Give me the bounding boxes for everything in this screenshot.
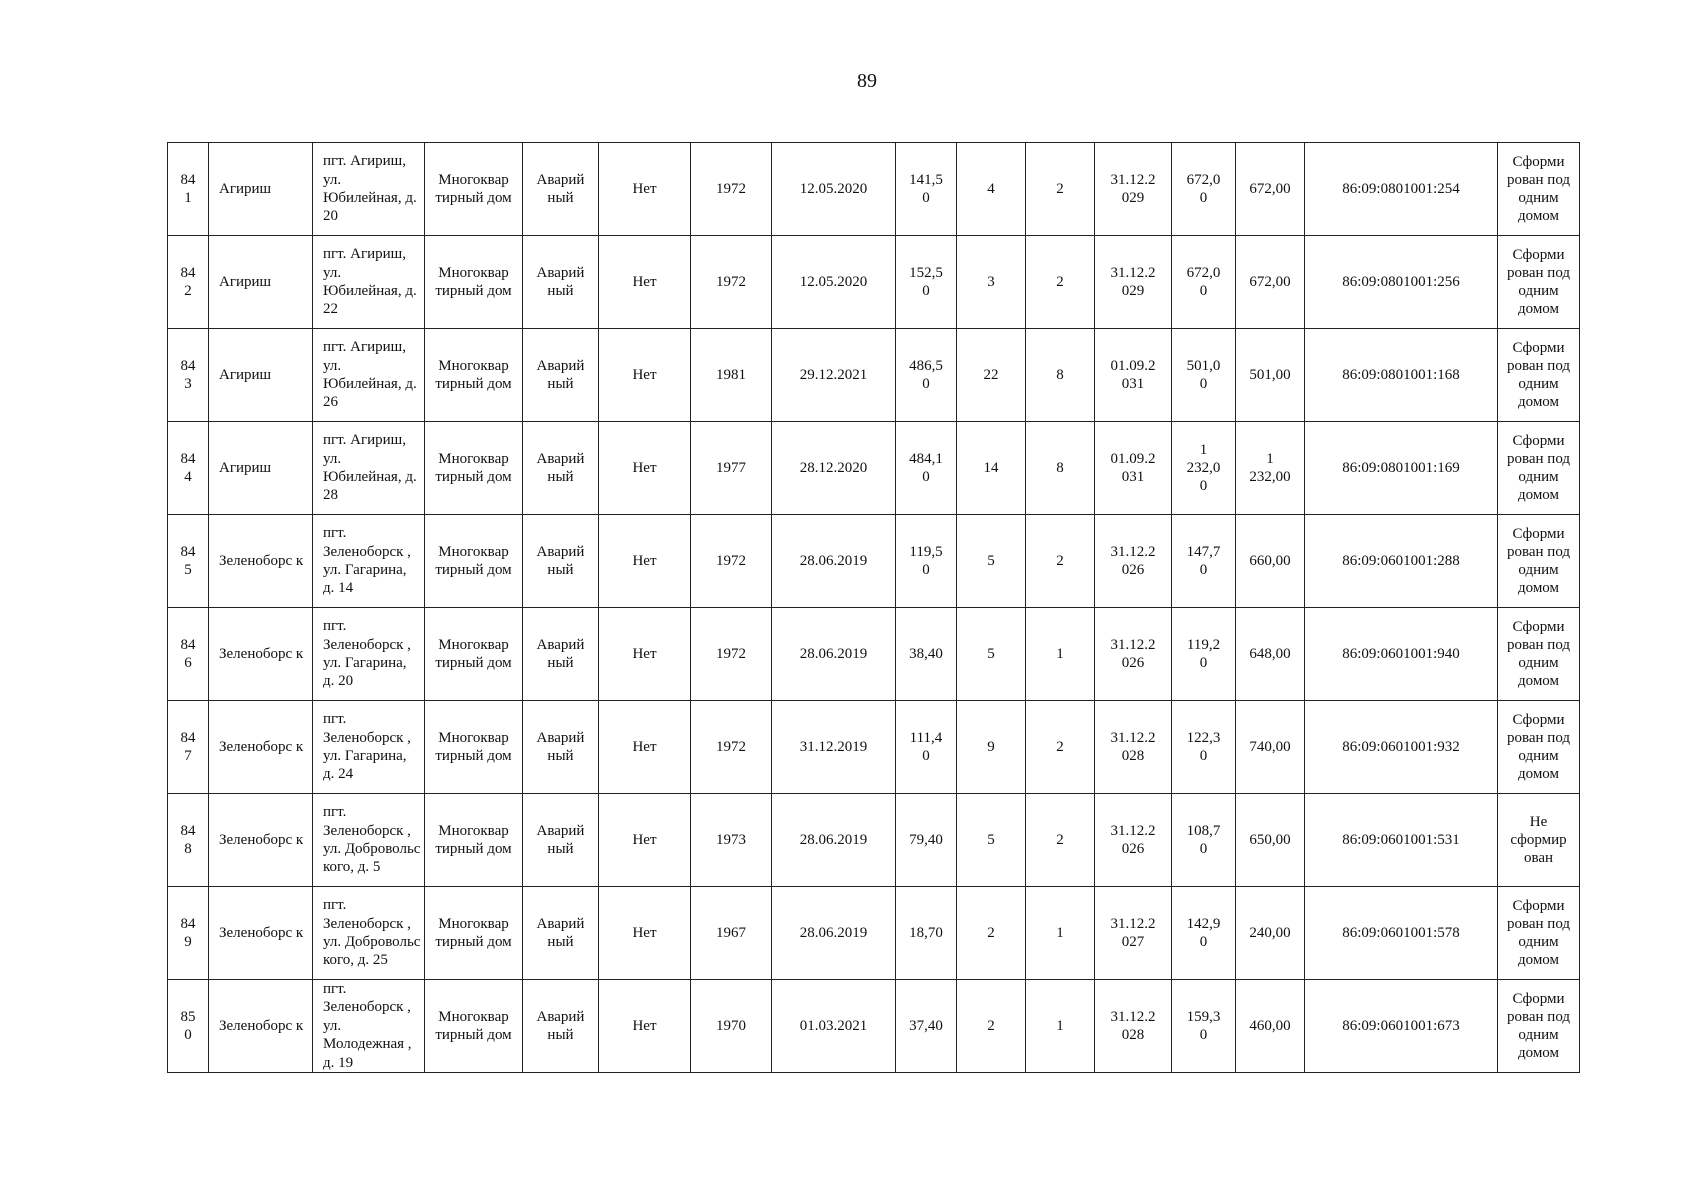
area-cell: 486,5 0 bbox=[896, 329, 957, 422]
settlement-cell: Зеленоборс к bbox=[209, 608, 313, 701]
premises-count-cell: 2 bbox=[1026, 701, 1095, 794]
land-area-total-cell: 240,00 bbox=[1236, 887, 1305, 980]
land-plot-status-cell: Сформи рован под одним домом bbox=[1498, 701, 1580, 794]
settlement-cell: Зеленоборс к bbox=[209, 701, 313, 794]
land-area-total-cell: 460,00 bbox=[1236, 980, 1305, 1073]
recognition-date-cell: 12.05.2020 bbox=[772, 143, 896, 236]
residents-count-cell: 2 bbox=[957, 887, 1026, 980]
recognition-date-cell: 28.06.2019 bbox=[772, 887, 896, 980]
land-area-total-cell: 740,00 bbox=[1236, 701, 1305, 794]
recognition-date-cell: 29.12.2021 bbox=[772, 329, 896, 422]
recognition-date-cell: 28.06.2019 bbox=[772, 608, 896, 701]
land-area-cell: 672,0 0 bbox=[1172, 143, 1236, 236]
build-year-cell: 1977 bbox=[691, 422, 772, 515]
settlement-cell: Агириш bbox=[209, 143, 313, 236]
resettlement-deadline-cell: 01.09.2 031 bbox=[1095, 422, 1172, 515]
premises-count-cell: 1 bbox=[1026, 608, 1095, 701]
land-area-total-cell: 660,00 bbox=[1236, 515, 1305, 608]
recognition-date-cell: 28.06.2019 bbox=[772, 515, 896, 608]
condition-status-cell: Аварий ный bbox=[523, 236, 599, 329]
cadastral-number-cell: 86:09:0601001:531 bbox=[1305, 794, 1498, 887]
land-area-total-cell: 501,00 bbox=[1236, 329, 1305, 422]
residents-count-cell: 22 bbox=[957, 329, 1026, 422]
recognition-date-cell: 31.12.2019 bbox=[772, 701, 896, 794]
building-type-cell: Многоквар тирный дом bbox=[425, 887, 523, 980]
area-cell: 38,40 bbox=[896, 608, 957, 701]
table-row bbox=[168, 236, 1580, 329]
area-cell: 141,5 0 bbox=[896, 143, 957, 236]
premises-count-cell: 2 bbox=[1026, 515, 1095, 608]
cadastral-number-cell: 86:09:0601001:288 bbox=[1305, 515, 1498, 608]
build-year-cell: 1972 bbox=[691, 515, 772, 608]
table-row bbox=[168, 329, 1580, 422]
building-type-cell: Многоквар тирный дом bbox=[425, 143, 523, 236]
building-type-cell: Многоквар тирный дом bbox=[425, 329, 523, 422]
residents-count-cell: 3 bbox=[957, 236, 1026, 329]
residents-count-cell: 5 bbox=[957, 608, 1026, 701]
flag-cell: Нет bbox=[599, 422, 691, 515]
land-plot-status-cell: Не сформир ован bbox=[1498, 794, 1580, 887]
building-type-cell: Многоквар тирный дом bbox=[425, 236, 523, 329]
build-year-cell: 1967 bbox=[691, 887, 772, 980]
condition-status-cell: Аварий ный bbox=[523, 794, 599, 887]
land-plot-status-cell: Сформи рован под одним домом bbox=[1498, 515, 1580, 608]
resettlement-deadline-cell: 31.12.2 026 bbox=[1095, 608, 1172, 701]
building-type-cell: Многоквар тирный дом bbox=[425, 515, 523, 608]
cadastral-number-cell: 86:09:0601001:932 bbox=[1305, 701, 1498, 794]
settlement-cell: Агириш bbox=[209, 422, 313, 515]
build-year-cell: 1981 bbox=[691, 329, 772, 422]
flag-cell: Нет bbox=[599, 236, 691, 329]
area-cell: 79,40 bbox=[896, 794, 957, 887]
land-area-cell: 159,3 0 bbox=[1172, 980, 1236, 1073]
flag-cell: Нет bbox=[599, 980, 691, 1073]
table-row bbox=[168, 608, 1580, 701]
recognition-date-cell: 28.06.2019 bbox=[772, 794, 896, 887]
table-row bbox=[168, 143, 1580, 236]
address-cell: пгт. Зеленоборск , ул. Гагарина, д. 14 bbox=[313, 515, 425, 608]
residents-count-cell: 5 bbox=[957, 515, 1026, 608]
building-type-cell: Многоквар тирный дом bbox=[425, 422, 523, 515]
recognition-date-cell: 28.12.2020 bbox=[772, 422, 896, 515]
page-number: 89 bbox=[857, 70, 877, 92]
row-number-cell: 84 4 bbox=[168, 422, 209, 515]
land-area-cell: 501,0 0 bbox=[1172, 329, 1236, 422]
condition-status-cell: Аварий ный bbox=[523, 143, 599, 236]
area-cell: 111,4 0 bbox=[896, 701, 957, 794]
table-row bbox=[168, 701, 1580, 794]
cadastral-number-cell: 86:09:0601001:578 bbox=[1305, 887, 1498, 980]
premises-count-cell: 2 bbox=[1026, 143, 1095, 236]
area-cell: 119,5 0 bbox=[896, 515, 957, 608]
address-cell: пгт. Агириш, ул. Юбилейная, д. 22 bbox=[313, 236, 425, 329]
row-number-cell: 85 0 bbox=[168, 980, 209, 1073]
area-cell: 152,5 0 bbox=[896, 236, 957, 329]
build-year-cell: 1972 bbox=[691, 143, 772, 236]
land-plot-status-cell: Сформи рован под одним домом bbox=[1498, 608, 1580, 701]
flag-cell: Нет bbox=[599, 143, 691, 236]
cadastral-number-cell: 86:09:0601001:940 bbox=[1305, 608, 1498, 701]
land-plot-status-cell: Сформи рован под одним домом bbox=[1498, 143, 1580, 236]
condition-status-cell: Аварий ный bbox=[523, 515, 599, 608]
resettlement-deadline-cell: 31.12.2 029 bbox=[1095, 236, 1172, 329]
table-row bbox=[168, 422, 1580, 515]
resettlement-deadline-cell: 31.12.2 026 bbox=[1095, 515, 1172, 608]
land-plot-status-cell: Сформи рован под одним домом bbox=[1498, 980, 1580, 1073]
cadastral-number-cell: 86:09:0801001:169 bbox=[1305, 422, 1498, 515]
build-year-cell: 1970 bbox=[691, 980, 772, 1073]
condition-status-cell: Аварий ный bbox=[523, 887, 599, 980]
land-area-cell: 119,2 0 bbox=[1172, 608, 1236, 701]
premises-count-cell: 8 bbox=[1026, 422, 1095, 515]
row-number-cell: 84 5 bbox=[168, 515, 209, 608]
address-cell: пгт. Агириш, ул. Юбилейная, д. 28 bbox=[313, 422, 425, 515]
recognition-date-cell: 01.03.2021 bbox=[772, 980, 896, 1073]
row-number-cell: 84 9 bbox=[168, 887, 209, 980]
row-number-cell: 84 8 bbox=[168, 794, 209, 887]
address-cell: пгт. Зеленоборск , ул. Добровольс кого, д. 25 bbox=[313, 887, 425, 980]
table-row bbox=[168, 515, 1580, 608]
settlement-cell: Агириш bbox=[209, 236, 313, 329]
land-area-total-cell: 672,00 bbox=[1236, 236, 1305, 329]
land-area-cell: 108,7 0 bbox=[1172, 794, 1236, 887]
land-area-total-cell: 672,00 bbox=[1236, 143, 1305, 236]
resettlement-deadline-cell: 01.09.2 031 bbox=[1095, 329, 1172, 422]
row-number-cell: 84 2 bbox=[168, 236, 209, 329]
settlement-cell: Зеленоборс к bbox=[209, 515, 313, 608]
land-plot-status-cell: Сформи рован под одним домом bbox=[1498, 887, 1580, 980]
land-area-total-cell: 650,00 bbox=[1236, 794, 1305, 887]
table-row bbox=[168, 794, 1580, 887]
address-cell: пгт. Зеленоборск , ул. Гагарина, д. 20 bbox=[313, 608, 425, 701]
cadastral-number-cell: 86:09:0801001:254 bbox=[1305, 143, 1498, 236]
residents-count-cell: 4 bbox=[957, 143, 1026, 236]
row-number-cell: 84 3 bbox=[168, 329, 209, 422]
residents-count-cell: 14 bbox=[957, 422, 1026, 515]
flag-cell: Нет bbox=[599, 329, 691, 422]
resettlement-deadline-cell: 31.12.2 026 bbox=[1095, 794, 1172, 887]
resettlement-deadline-cell: 31.12.2 029 bbox=[1095, 143, 1172, 236]
build-year-cell: 1973 bbox=[691, 794, 772, 887]
cadastral-number-cell: 86:09:0601001:673 bbox=[1305, 980, 1498, 1073]
build-year-cell: 1972 bbox=[691, 608, 772, 701]
build-year-cell: 1972 bbox=[691, 701, 772, 794]
condition-status-cell: Аварий ный bbox=[523, 608, 599, 701]
table-row bbox=[168, 887, 1580, 980]
land-plot-status-cell: Сформи рован под одним домом bbox=[1498, 236, 1580, 329]
area-cell: 37,40 bbox=[896, 980, 957, 1073]
settlement-cell: Агириш bbox=[209, 329, 313, 422]
address-cell: пгт. Агириш, ул. Юбилейная, д. 26 bbox=[313, 329, 425, 422]
premises-count-cell: 1 bbox=[1026, 980, 1095, 1073]
housing-registry-table bbox=[167, 142, 1580, 1073]
land-area-cell: 1 232,0 0 bbox=[1172, 422, 1236, 515]
residents-count-cell: 2 bbox=[957, 980, 1026, 1073]
premises-count-cell: 1 bbox=[1026, 887, 1095, 980]
settlement-cell: Зеленоборс к bbox=[209, 794, 313, 887]
land-plot-status-cell: Сформи рован под одним домом bbox=[1498, 422, 1580, 515]
settlement-cell: Зеленоборс к bbox=[209, 980, 313, 1073]
settlement-cell: Зеленоборс к bbox=[209, 887, 313, 980]
cadastral-number-cell: 86:09:0801001:168 bbox=[1305, 329, 1498, 422]
build-year-cell: 1972 bbox=[691, 236, 772, 329]
address-cell: пгт. Зеленоборск , ул. Добровольс кого, д. 5 bbox=[313, 794, 425, 887]
flag-cell: Нет bbox=[599, 794, 691, 887]
land-area-cell: 672,0 0 bbox=[1172, 236, 1236, 329]
row-number-cell: 84 1 bbox=[168, 143, 209, 236]
condition-status-cell: Аварий ный bbox=[523, 329, 599, 422]
land-area-cell: 122,3 0 bbox=[1172, 701, 1236, 794]
area-cell: 484,1 0 bbox=[896, 422, 957, 515]
area-cell: 18,70 bbox=[896, 887, 957, 980]
premises-count-cell: 8 bbox=[1026, 329, 1095, 422]
building-type-cell: Многоквар тирный дом bbox=[425, 980, 523, 1073]
condition-status-cell: Аварий ный bbox=[523, 701, 599, 794]
land-area-cell: 142,9 0 bbox=[1172, 887, 1236, 980]
recognition-date-cell: 12.05.2020 bbox=[772, 236, 896, 329]
row-number-cell: 84 6 bbox=[168, 608, 209, 701]
residents-count-cell: 9 bbox=[957, 701, 1026, 794]
premises-count-cell: 2 bbox=[1026, 236, 1095, 329]
cadastral-number-cell: 86:09:0801001:256 bbox=[1305, 236, 1498, 329]
address-cell: пгт. Зеленоборск , ул. Гагарина, д. 24 bbox=[313, 701, 425, 794]
resettlement-deadline-cell: 31.12.2 027 bbox=[1095, 887, 1172, 980]
condition-status-cell: Аварий ный bbox=[523, 980, 599, 1073]
flag-cell: Нет bbox=[599, 887, 691, 980]
row-number-cell: 84 7 bbox=[168, 701, 209, 794]
address-cell: пгт. Агириш, ул. Юбилейная, д. 20 bbox=[313, 143, 425, 236]
land-area-total-cell: 648,00 bbox=[1236, 608, 1305, 701]
table-row bbox=[168, 980, 1580, 1073]
premises-count-cell: 2 bbox=[1026, 794, 1095, 887]
condition-status-cell: Аварий ный bbox=[523, 422, 599, 515]
land-plot-status-cell: Сформи рован под одним домом bbox=[1498, 329, 1580, 422]
address-cell: пгт. Зеленоборск , ул. Молодежная , д. 19 bbox=[313, 980, 425, 1073]
resettlement-deadline-cell: 31.12.2 028 bbox=[1095, 980, 1172, 1073]
flag-cell: Нет bbox=[599, 701, 691, 794]
land-area-cell: 147,7 0 bbox=[1172, 515, 1236, 608]
building-type-cell: Многоквар тирный дом bbox=[425, 794, 523, 887]
building-type-cell: Многоквар тирный дом bbox=[425, 701, 523, 794]
resettlement-deadline-cell: 31.12.2 028 bbox=[1095, 701, 1172, 794]
flag-cell: Нет bbox=[599, 515, 691, 608]
flag-cell: Нет bbox=[599, 608, 691, 701]
building-type-cell: Многоквар тирный дом bbox=[425, 608, 523, 701]
residents-count-cell: 5 bbox=[957, 794, 1026, 887]
land-area-total-cell: 1 232,00 bbox=[1236, 422, 1305, 515]
